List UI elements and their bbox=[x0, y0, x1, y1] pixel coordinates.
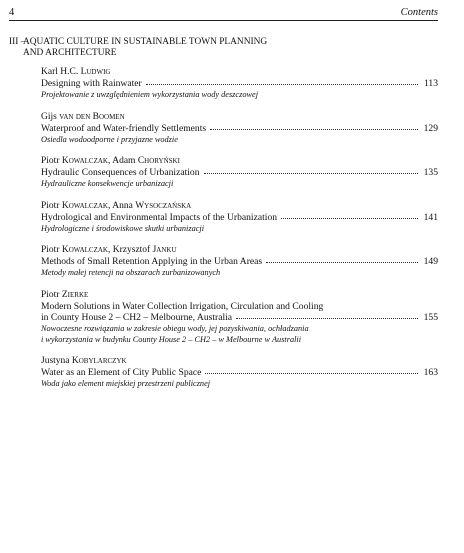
entry-subtitle: Hydrauliczne konsekwencje urbanizacji bbox=[41, 179, 174, 188]
section-title bbox=[23, 37, 353, 59]
header-rule bbox=[9, 20, 438, 21]
entry-author: Piotr Zierke bbox=[41, 289, 89, 300]
entry-page: 113 bbox=[423, 78, 438, 89]
toc-entry[interactable] bbox=[41, 245, 438, 278]
toc-entry[interactable] bbox=[41, 156, 438, 189]
entry-subtitle: Hydrologiczne i środowiskowe skutki urbanizacji bbox=[41, 223, 205, 233]
toc-entry[interactable] bbox=[41, 112, 438, 145]
entry-subtitle: Osiedla wodoodporne i przyjazne wodzie bbox=[41, 134, 178, 144]
entry-title-line bbox=[41, 123, 438, 134]
entry-page: 141 bbox=[423, 211, 438, 223]
entry-subtitle-line1: Nowoczesne rozwiązania w zakresie obiegu wody, jej pozyskiwania, ochładzania bbox=[41, 323, 309, 333]
leader-dots bbox=[266, 255, 418, 263]
toc-entry[interactable] bbox=[41, 290, 438, 345]
toc-entries bbox=[41, 67, 438, 401]
page-number: 4 bbox=[9, 7, 15, 18]
entry-title-line bbox=[41, 212, 438, 223]
entry-page: 135 bbox=[423, 167, 438, 178]
entry-title: Hydraulic Consequences of Urbanization bbox=[41, 167, 200, 178]
leader-dots bbox=[146, 77, 418, 85]
entry-page: 149 bbox=[423, 256, 438, 267]
entry-author: Justyna Kobylarczyk bbox=[41, 356, 127, 366]
entry-author: Karl H.C. Ludwig bbox=[41, 67, 111, 77]
entry-title-line bbox=[41, 167, 438, 178]
entry-page: 129 bbox=[423, 122, 438, 134]
toc-entry[interactable] bbox=[41, 67, 438, 100]
entry-subtitle: Projektowanie z uwzględnieniem wykorzystania wody deszczowej bbox=[41, 90, 258, 99]
entry-title-line1: Modern Solutions in Water Collection Irrigation, Circulation and Cooling bbox=[41, 300, 324, 312]
running-head: Contents bbox=[400, 7, 438, 18]
entry-title: Water as an Element of City Public Space bbox=[41, 367, 202, 378]
entry-subtitle: Metody małej retencji na obszarach zurbanizowanych bbox=[41, 268, 221, 277]
leader-dots bbox=[204, 166, 418, 174]
entry-title: Waterproof and Water-friendly Settlements bbox=[41, 122, 207, 134]
entry-title-line bbox=[41, 256, 438, 267]
section-title-line2: AND ARCHITECTURE bbox=[23, 48, 117, 58]
page-header bbox=[9, 6, 438, 20]
entry-page: 163 bbox=[423, 367, 438, 378]
entry-author: Piotr Kowalczak, Anna Wysoczańska bbox=[41, 200, 192, 211]
entry-title: Designing with Rainwater bbox=[41, 78, 142, 89]
entry-subtitle: Woda jako element miejskiej przestrzeni publicznej bbox=[41, 379, 211, 388]
leader-dots bbox=[210, 122, 418, 130]
toc-entry[interactable] bbox=[41, 356, 438, 389]
leader-dots bbox=[236, 311, 418, 319]
entry-author: Piotr Kowalczak, Krzysztof Janku bbox=[41, 245, 177, 255]
entry-title-line bbox=[41, 367, 438, 378]
entry-author: Gijs van den Boomen bbox=[41, 111, 125, 122]
leader-dots bbox=[205, 366, 418, 374]
entry-title: Methods of Small Retention Applying in the Urban Areas bbox=[41, 256, 263, 267]
section-title-line1: AQUATIC CULTURE IN SUSTAINABLE TOWN PLANNING bbox=[23, 37, 268, 47]
entry-title: Hydrological and Environmental Impacts of the Urbanization bbox=[41, 211, 278, 223]
toc-entry[interactable] bbox=[41, 201, 438, 234]
entry-page: 155 bbox=[423, 311, 438, 323]
entry-title: in County House 2 – CH2 – Melbourne, Australia bbox=[41, 311, 233, 323]
section-number: III – bbox=[9, 37, 26, 47]
entry-title-line bbox=[41, 78, 438, 89]
entry-title-line bbox=[41, 312, 438, 323]
entry-author: Piotr Kowalczak, Adam Choryński bbox=[41, 156, 180, 166]
leader-dots bbox=[281, 211, 418, 219]
entry-subtitle: i wykorzystania w budynku County House 2 – CH2 – w Melbourne w Australii bbox=[41, 334, 302, 344]
